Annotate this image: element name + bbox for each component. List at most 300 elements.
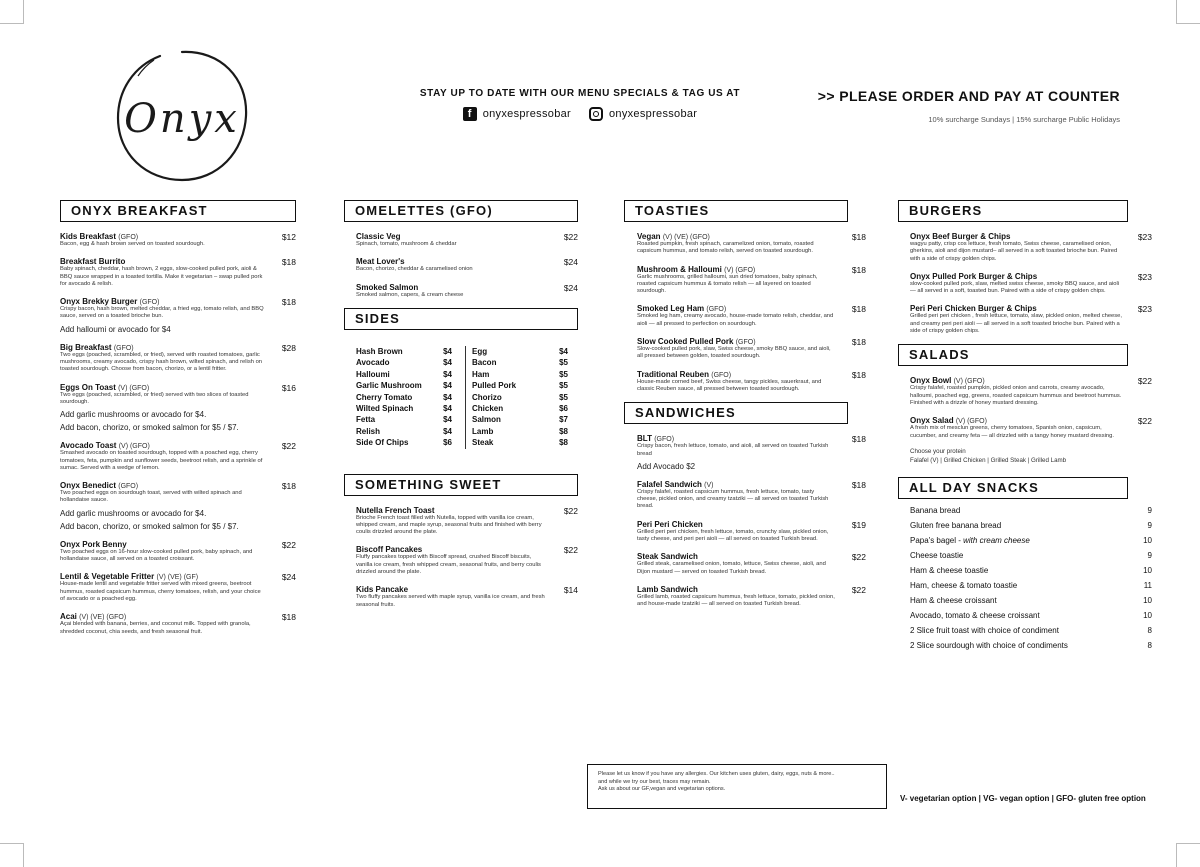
item-description: Slow-cooked pulled pork, slaw, Swiss cheese, smoky BBQ sauce, and aioli, all pressed between golden, toasted sourdough. [637,346,831,360]
menu-item [356,545,578,576]
side-price: $5 [559,381,568,391]
side-item [472,403,568,414]
item-name-text: Lamb Sandwich [637,584,698,594]
item-name [356,232,578,241]
burgers-column [898,200,1152,653]
side-price: $4 [443,381,452,391]
menu-item [60,540,296,564]
menu-item [60,612,296,636]
snack-name [910,638,1068,653]
snack-item [910,623,1152,638]
item-name-text: Mushroom & Halloumi [637,264,722,274]
side-price: $4 [443,358,452,368]
item-price: $22 [1137,376,1152,387]
snack-note: with cream cheese [963,535,1030,545]
side-price: $5 [559,369,568,379]
snack-name [910,548,963,563]
item-addon: Add garlic mushrooms or avocado for $4. [60,508,207,518]
item-price: $18 [281,612,296,623]
item-description: Crispy falafel, roasted pumpkin, pickled onion and carrots, creamy avocado, halloumi, poached egg, greens, roasted capsicum hummus and beetroot hummus. Finished with a drizzle of honey mustard dressing. [910,385,1122,406]
side-item [472,414,568,425]
crop-mark [23,0,24,24]
side-item [472,392,568,403]
item-name [356,585,578,594]
snack-price: 10 [1143,535,1152,545]
menu-item [910,272,1152,296]
snack-item [910,608,1152,623]
side-price: $8 [559,438,568,448]
side-item [356,357,452,368]
item-name-text: Kids Breakfast [60,232,117,241]
dietary-tag: (V) [704,481,714,489]
item-name [356,506,578,515]
section-title-all-day-snacks: ALL DAY SNACKS [898,477,1128,499]
side-item [356,437,452,448]
item-name [60,343,296,352]
side-name: Cherry Tomato [356,392,413,402]
side-item [356,426,452,437]
item-name [60,481,296,490]
item-name-text: Steak Sandwich [637,552,698,562]
item-name-text: Smoked Salmon [356,282,419,292]
item-description: Crispy bacon, fresh lettuce, tomato, and aioli, all served on toasted Turkish bread [637,443,829,457]
item-description: Grilled peri peri chicken, fresh lettuce, tomato, crunchy slaw, pickled onion, tasty cheese, and peri peri aioli — all served on toasted Turkish bread. [637,528,829,543]
item-price: $23 [1137,232,1152,242]
snack-price: 10 [1143,565,1152,575]
item-price: $23 [1137,304,1152,315]
snack-price: 10 [1143,610,1152,620]
dietary-tag: (GFO) [113,344,134,352]
item-description: slow-cooked pulled pork, slaw, melted swiss cheese, smoky BBQ sauce, and aioli — all served in a soft, toasted bun. Paired with a side of crispy golden chips. [910,280,1120,295]
item-description: Grilled steak, caramelised onion, tomato, lettuce, Swiss cheese, aioli, and Dijon mustard — served on toasted Turkish bread. [637,561,826,575]
item-addon: Add bacon, chorizo, or smoked salmon for $5 / $7. [60,521,239,531]
crop-mark [23,843,24,867]
item-name [60,232,296,241]
item-name-text: Onyx Beef Burger & Chips [910,232,1011,241]
dietary-legend: V- vegetarian option | VG- vegan option | GFO- gluten free option [900,794,1146,803]
snack-item [910,503,1152,518]
section-title-sandwiches: SANDWICHES [624,402,848,424]
menu-item [637,520,866,544]
item-description: wagyu patty, crisp cos lettuce, fresh tomato, Swiss cheese, caramelised onion, gherkins, aioli and dijon mustard– all served in a soft toasted brioche bun. Paired with a side of crispy golden chips. [910,241,1118,262]
item-name [356,257,578,266]
snack-item [910,593,1152,608]
item-price: $18 [851,479,866,490]
side-name: Avocado [356,358,390,368]
menu-item [910,416,1152,440]
item-name-text: Big Breakfast [60,342,112,352]
sweet-list [344,506,578,609]
item-price: $18 [851,369,866,380]
item-name-text: Eggs On Toast [60,382,116,392]
menu-item [637,265,866,296]
side-name: Hash Brown [356,346,403,356]
item-description: Açai blended with banana, berries, and coconut milk. Topped with granola, shredded coconut, chia seeds, and fresh seasonal fruit. [60,621,251,635]
item-name [60,297,296,306]
item-description: Smoked salmon, capers, & cream cheese [356,291,464,298]
dietary-tag: (GFO) [139,299,160,307]
item-name-text: Classic Veg [356,232,401,241]
snack-name-text: 2 Slice fruit toast with choice of condiment [910,625,1059,635]
menu-item [356,257,578,273]
item-description: House-made corned beef, Swiss cheese, tangy pickles, sauerkraut, and classic Reuben sauce, all pressed between toasted sourdough. [637,378,822,392]
sandwiches-list [624,434,866,608]
dietary-tag: (V) (VE) (GF) [156,574,199,582]
side-price: $4 [559,346,568,356]
side-price: $4 [443,392,452,402]
item-description: Crispy bacon, hash brown, melted cheddar, a fried egg, tomato relish, and BBQ sauce, served on a toasted brioche bun. [60,306,264,320]
dietary-tag: (V) (GFO) [953,378,985,386]
side-item [472,346,568,357]
social-banner [410,88,750,130]
item-name-text: Onyx Salad [910,416,954,426]
item-description: Grilled peri peri chicken , fresh lettuce, tomato, slaw, pickled onion, melted cheese, and creamy peri peri aioli — all served in a soft toasted brioche bun. Paired with a side of crispy golden chips. [910,313,1123,335]
side-price: $6 [443,438,452,448]
side-name: Salmon [472,415,501,425]
snack-price: 10 [1143,595,1152,605]
toasties-list [624,232,866,393]
menu-item [637,370,866,394]
menu-item [637,232,866,256]
dietary-tag: (V) (GFO) [118,443,150,451]
snack-name-text: 2 Slice sourdough with choice of condiments [910,640,1068,650]
side-item [356,380,452,391]
menu-item [60,257,296,288]
menu-item [637,304,866,328]
dietary-tag: (V) (VE) (GFO) [662,234,710,241]
logo-text: Onyx [124,96,240,142]
facebook-handle[interactable] [463,107,571,121]
item-description: Bacon, egg & hash brown served on toasted sourdough. [60,241,205,247]
item-name-text: Nutella French Toast [356,505,435,515]
item-name [910,232,1152,241]
item-description: Two poached eggs on sourdough toast, served with wilted spinach and hollandaise sauce. [60,490,242,504]
instagram-handle[interactable] [589,107,697,121]
menu-item [60,232,296,248]
crop-mark [1176,23,1200,24]
side-name: Relish [356,426,381,436]
burgers-list [898,232,1152,335]
snack-item [910,533,1152,548]
side-name: Garlic Mushroom [356,381,422,391]
menu-item [910,304,1152,335]
snack-name [910,623,1059,638]
item-addon: Add Avocado $2 [637,461,696,471]
menu-item [60,481,296,531]
item-name-text: Peri Peri Chicken [637,519,703,529]
snack-item [910,638,1152,653]
item-description: A fresh mix of mesclun greens, cherry tomatoes, Spanish onion, capsicum, cucumber, and creamy feta — all drizzled with a tangy honey mustard dressing. [910,425,1114,439]
item-price: $18 [851,434,866,445]
section-title-burgers: BURGERS [898,200,1128,222]
item-name-text: Biscoff Pancakes [356,545,423,555]
snack-name-text: Gluten free banana bread [910,520,1002,530]
item-addon: Add bacon, chorizo, or smoked salmon for $5 / $7. [60,423,239,433]
item-price: $18 [281,257,296,268]
side-item [472,357,568,368]
side-item [356,369,452,380]
protein-choice [898,447,1152,465]
dietary-tag: (GFO) [118,483,139,491]
item-price: $22 [281,539,296,550]
section-title-sides: SIDES [344,308,578,330]
crop-mark [0,843,24,844]
item-description: Two eggs (poached, scrambled, or fried), served with roasted tomatoes, garlic mushrooms, creamy avocado, crispy hash brown, wilted spinach, and relish on toasted sourdough. Choose from bacon, chorizo, or a lentil fritter. [60,351,263,373]
item-name [60,383,296,392]
item-addon: Add garlic mushrooms or avocado for $4. [60,410,207,420]
dietary-tag: (GFO) [706,306,727,314]
protein-options: Falafel (V) | Grilled Chicken | Grilled Steak | Grilled Lamb [910,456,1067,464]
snack-price: 8 [1147,640,1152,650]
item-price: $22 [851,584,866,595]
item-name-text: Onyx Brekky Burger [60,297,138,307]
item-name [910,272,1152,281]
side-item [472,380,568,391]
item-price: $24 [281,572,296,583]
menu-item [637,434,866,471]
item-name-text: Falafel Sandwich [637,479,702,489]
snack-name [910,608,1040,623]
item-name-text: Acai [60,612,77,622]
menu-item [637,585,866,609]
menu-item [356,506,578,537]
allergy-line: and while we try our best, traces may remain. [598,778,711,785]
facebook-label: onyxespressobar [482,108,571,120]
item-description: Garlic mushrooms, grilled halloumi, sun dried tomatoes, baby spinach, roasted capsicum hummus & tomato relish — all layered on toasted sourdough. [637,273,818,295]
menu-item [910,376,1152,407]
item-description: Smashed avocado on toasted sourdough, topped with a poached egg, cherry tomatoes, feta, pumpkin and sunflower seeds, beetroot relish, and a sprinkle of sumac. Served with a wedge of lemon. [60,450,263,471]
side-price: $8 [559,426,568,436]
item-description: Crispy falafel, roasted capsicum hummus, fresh lettuce, tomato, tasty cheese, pickled onion, and creamy tzatziki — all served on toasted Turkish bread. [637,488,829,510]
snack-name [910,503,960,518]
item-name-text: Onyx Benedict [60,481,117,491]
item-price: $14 [563,585,578,596]
menu-item [60,441,296,472]
crop-mark [1176,843,1177,867]
dietary-tag: (GFO) [118,234,139,241]
section-title-omelettes: OMELETTES (GFO) [344,200,578,222]
order-notice: >> PLEASE ORDER AND PAY AT COUNTER [817,88,1120,104]
snack-item [910,548,1152,563]
item-description: Two poached eggs on 16-hour slow-cooked pulled pork, baby spinach, and hollandaise sauce, all served on a toasted croissant. [60,548,253,563]
item-description: Baby spinach, cheddar, hash brown, 2 eggs, slow-cooked pulled pork, aioli & BBQ sauce wrapped in a toasted tortilla. Make it vegetarian – swap pulled pork for avocado & relish. [60,266,263,287]
menu-item [637,480,866,511]
side-name: Side Of Chips [356,438,409,448]
item-name-text: Traditional Reuben [637,369,710,379]
snack-name-text: Papa's bagel - [910,535,964,545]
item-description: Roasted pumpkin, fresh spinach, caramelized onion, tomato, roasted capsicum hummus, and tomato relish, served on toasted sourdough. [637,241,814,255]
snack-price: 9 [1147,505,1152,515]
menu-item [637,552,866,576]
item-price: $16 [281,382,296,393]
side-item [472,437,568,448]
item-price: $22 [281,441,296,452]
instagram-label: onyxespressobar [609,108,698,120]
snack-item [910,563,1152,578]
item-price: $24 [563,257,578,268]
dietary-tag: (V) (GFO) [118,384,150,392]
side-price: $4 [443,403,452,413]
item-price: $12 [281,232,296,242]
item-description: Spinach, tomato, mushroom & cheddar [356,241,457,247]
side-price: $5 [559,392,568,402]
item-name-text: Vegan [637,232,661,241]
item-name [910,416,1152,425]
side-name: Pulled Pork [472,381,517,391]
allergy-line: Please let us know if you have any allergies. Our kitchen uses gluten, dairy, eggs, nuts & more.. [598,771,835,777]
item-price: $24 [563,282,578,293]
item-price: $18 [281,297,296,308]
side-name: Steak [472,438,494,448]
side-price: $6 [559,403,568,413]
item-name [60,441,296,450]
snack-name [910,593,997,608]
side-item [356,346,452,357]
side-name: Wilted Spinach [356,403,414,413]
side-item [472,426,568,437]
dietary-tag: (V) (VE) (GFO) [79,614,127,622]
item-name [356,545,578,554]
stay-up-to-date-text: STAY UP TO DATE WITH OUR MENU SPECIALS & TAG US AT [419,88,741,99]
item-name [637,304,866,313]
snack-name-text: Avocado, tomato & cheese croissant [910,610,1040,620]
instagram-icon [589,107,603,121]
breakfast-list [60,232,296,636]
toasties-column [624,200,866,618]
item-price: $18 [851,304,866,315]
snack-name-text: Ham & cheese croissant [910,595,997,605]
item-name [637,265,866,274]
section-title-breakfast: ONYX BREAKFAST [60,200,296,222]
item-description: House-made lentil and vegetable fritter served with mixed greens, beetroot hummus, roasted capsicum hummus, cherry tomatoes, relish, and your choice of avocado or a poached egg. [60,581,261,602]
section-title-something-sweet: SOMETHING SWEET [344,474,578,496]
side-item [472,369,568,380]
menu-item [60,572,296,603]
item-description: Two fluffy pancakes served with maple syrup, vanilla ice cream, and fresh seasonal fruits. [356,594,545,608]
item-description: Two eggs (poached, scrambled, or fried) served with two slices of toasted sourdough. [60,391,249,405]
side-price: $7 [559,415,568,425]
item-price: $22 [563,505,578,516]
item-price: $19 [851,519,866,530]
item-addon: Add halloumi or avocado for $4 [60,324,171,334]
item-name [910,376,1152,385]
crop-mark [0,23,24,24]
snack-price: 8 [1147,625,1152,635]
item-description: Fluffy pancakes topped with Biscoff spread, crushed Biscoff biscuits, vanilla ice cream, fresh whipped cream, seasonal fruits, and berry coulis drizzled around the plate. [356,554,541,576]
item-name-text: Slow Cooked Pulled Pork [637,337,734,347]
menu-item [637,337,866,361]
item-price: $23 [1137,271,1152,282]
snack-price: 11 [1143,580,1152,590]
item-name [637,480,866,489]
item-name [60,572,296,581]
side-name: Halloumi [356,369,390,379]
side-price: $4 [443,426,452,436]
omelettes-list [344,232,578,299]
crop-mark [1176,843,1200,844]
side-name: Bacon [472,358,497,368]
item-description: Grilled lamb, roasted capsicum hummus, fresh lettuce, tomato, pickled onion, and house-made tzatziki — all served on toasted Turkish bread. [637,593,835,608]
dietary-tag: (GFO) [654,436,675,444]
sides-left-list [356,346,452,449]
crop-mark [1176,0,1177,24]
menu-item [60,297,296,334]
snack-name-text: Ham, cheese & tomato toastie [910,580,1018,590]
item-name-text: Peri Peri Chicken Burger & Chips [910,304,1037,314]
item-price: $22 [563,232,578,242]
item-name [637,552,866,561]
menu-item [910,232,1152,263]
menu-item [60,343,296,374]
side-item [356,403,452,414]
snack-name-text: Ham & cheese toastie [910,565,989,575]
item-description: Brioche French toast filled with Nutella, topped with vanilla ice cream, whipped cream, and maple syrup, seasonal fruits and finished with berry coulis drizzled around the plate. [356,514,542,536]
side-price: $4 [443,369,452,379]
snack-name [910,578,1017,593]
snack-name-text: Cheese toastie [910,550,964,560]
item-price: $18 [851,264,866,275]
item-price: $18 [281,481,296,492]
dietary-tag: (V) (GFO) [724,266,756,274]
snack-name [910,518,1001,533]
item-name-text: Onyx Bowl [910,376,952,386]
item-description: Smoked leg ham, creamy avocado, house-made tomato relish, cheddar, and aioli — all pressed to perfection on sourdough. [637,313,834,327]
side-name: Ham [472,369,490,379]
item-name-text: Lentil & Vegetable Fritter [60,572,155,582]
snack-name [910,563,988,578]
item-name-text: Smoked Leg Ham [637,304,705,314]
item-name [637,520,866,529]
protein-label: Choose your protein [910,447,966,455]
side-price: $4 [443,415,452,425]
item-price: $22 [851,552,866,563]
item-description: Bacon, chorizo, cheddar & caramelised onion [356,266,473,273]
section-title-salads: SALADS [898,344,1128,366]
item-name [637,337,866,346]
item-name-text: Meat Lover's [356,257,405,267]
allergy-notice [587,764,887,809]
item-name [910,304,1152,313]
menu-item [356,283,578,299]
sides-table [344,340,578,449]
breakfast-column [60,200,296,645]
side-item [356,414,452,425]
item-name [637,434,866,443]
item-name-text: Avocado Toast [60,441,117,451]
item-price: $18 [851,337,866,348]
item-name-text: Onyx Pork Benny [60,539,127,549]
item-name-text: Breakfast Burrito [60,257,126,267]
dietary-tag: (V) (GFO) [955,418,987,426]
snack-name [910,533,1030,548]
item-name [60,257,296,266]
item-price: $22 [1137,416,1152,427]
snack-item [910,578,1152,593]
item-name [356,283,578,292]
side-name: Chorizo [472,392,502,402]
section-title-toasties: TOASTIES [624,200,848,222]
facebook-icon: f [463,107,477,121]
side-name: Lamb [472,426,494,436]
dietary-tag: (GFO) [711,371,732,379]
item-name [637,232,866,241]
allergy-line: Ask us about our GF,vegan and vegetarian options. [598,786,726,792]
sides-divider [465,346,466,449]
side-price: $4 [443,346,452,356]
item-name-text: Kids Pancake [356,585,409,595]
snack-name-text: Banana bread [910,505,961,515]
side-item [356,392,452,403]
